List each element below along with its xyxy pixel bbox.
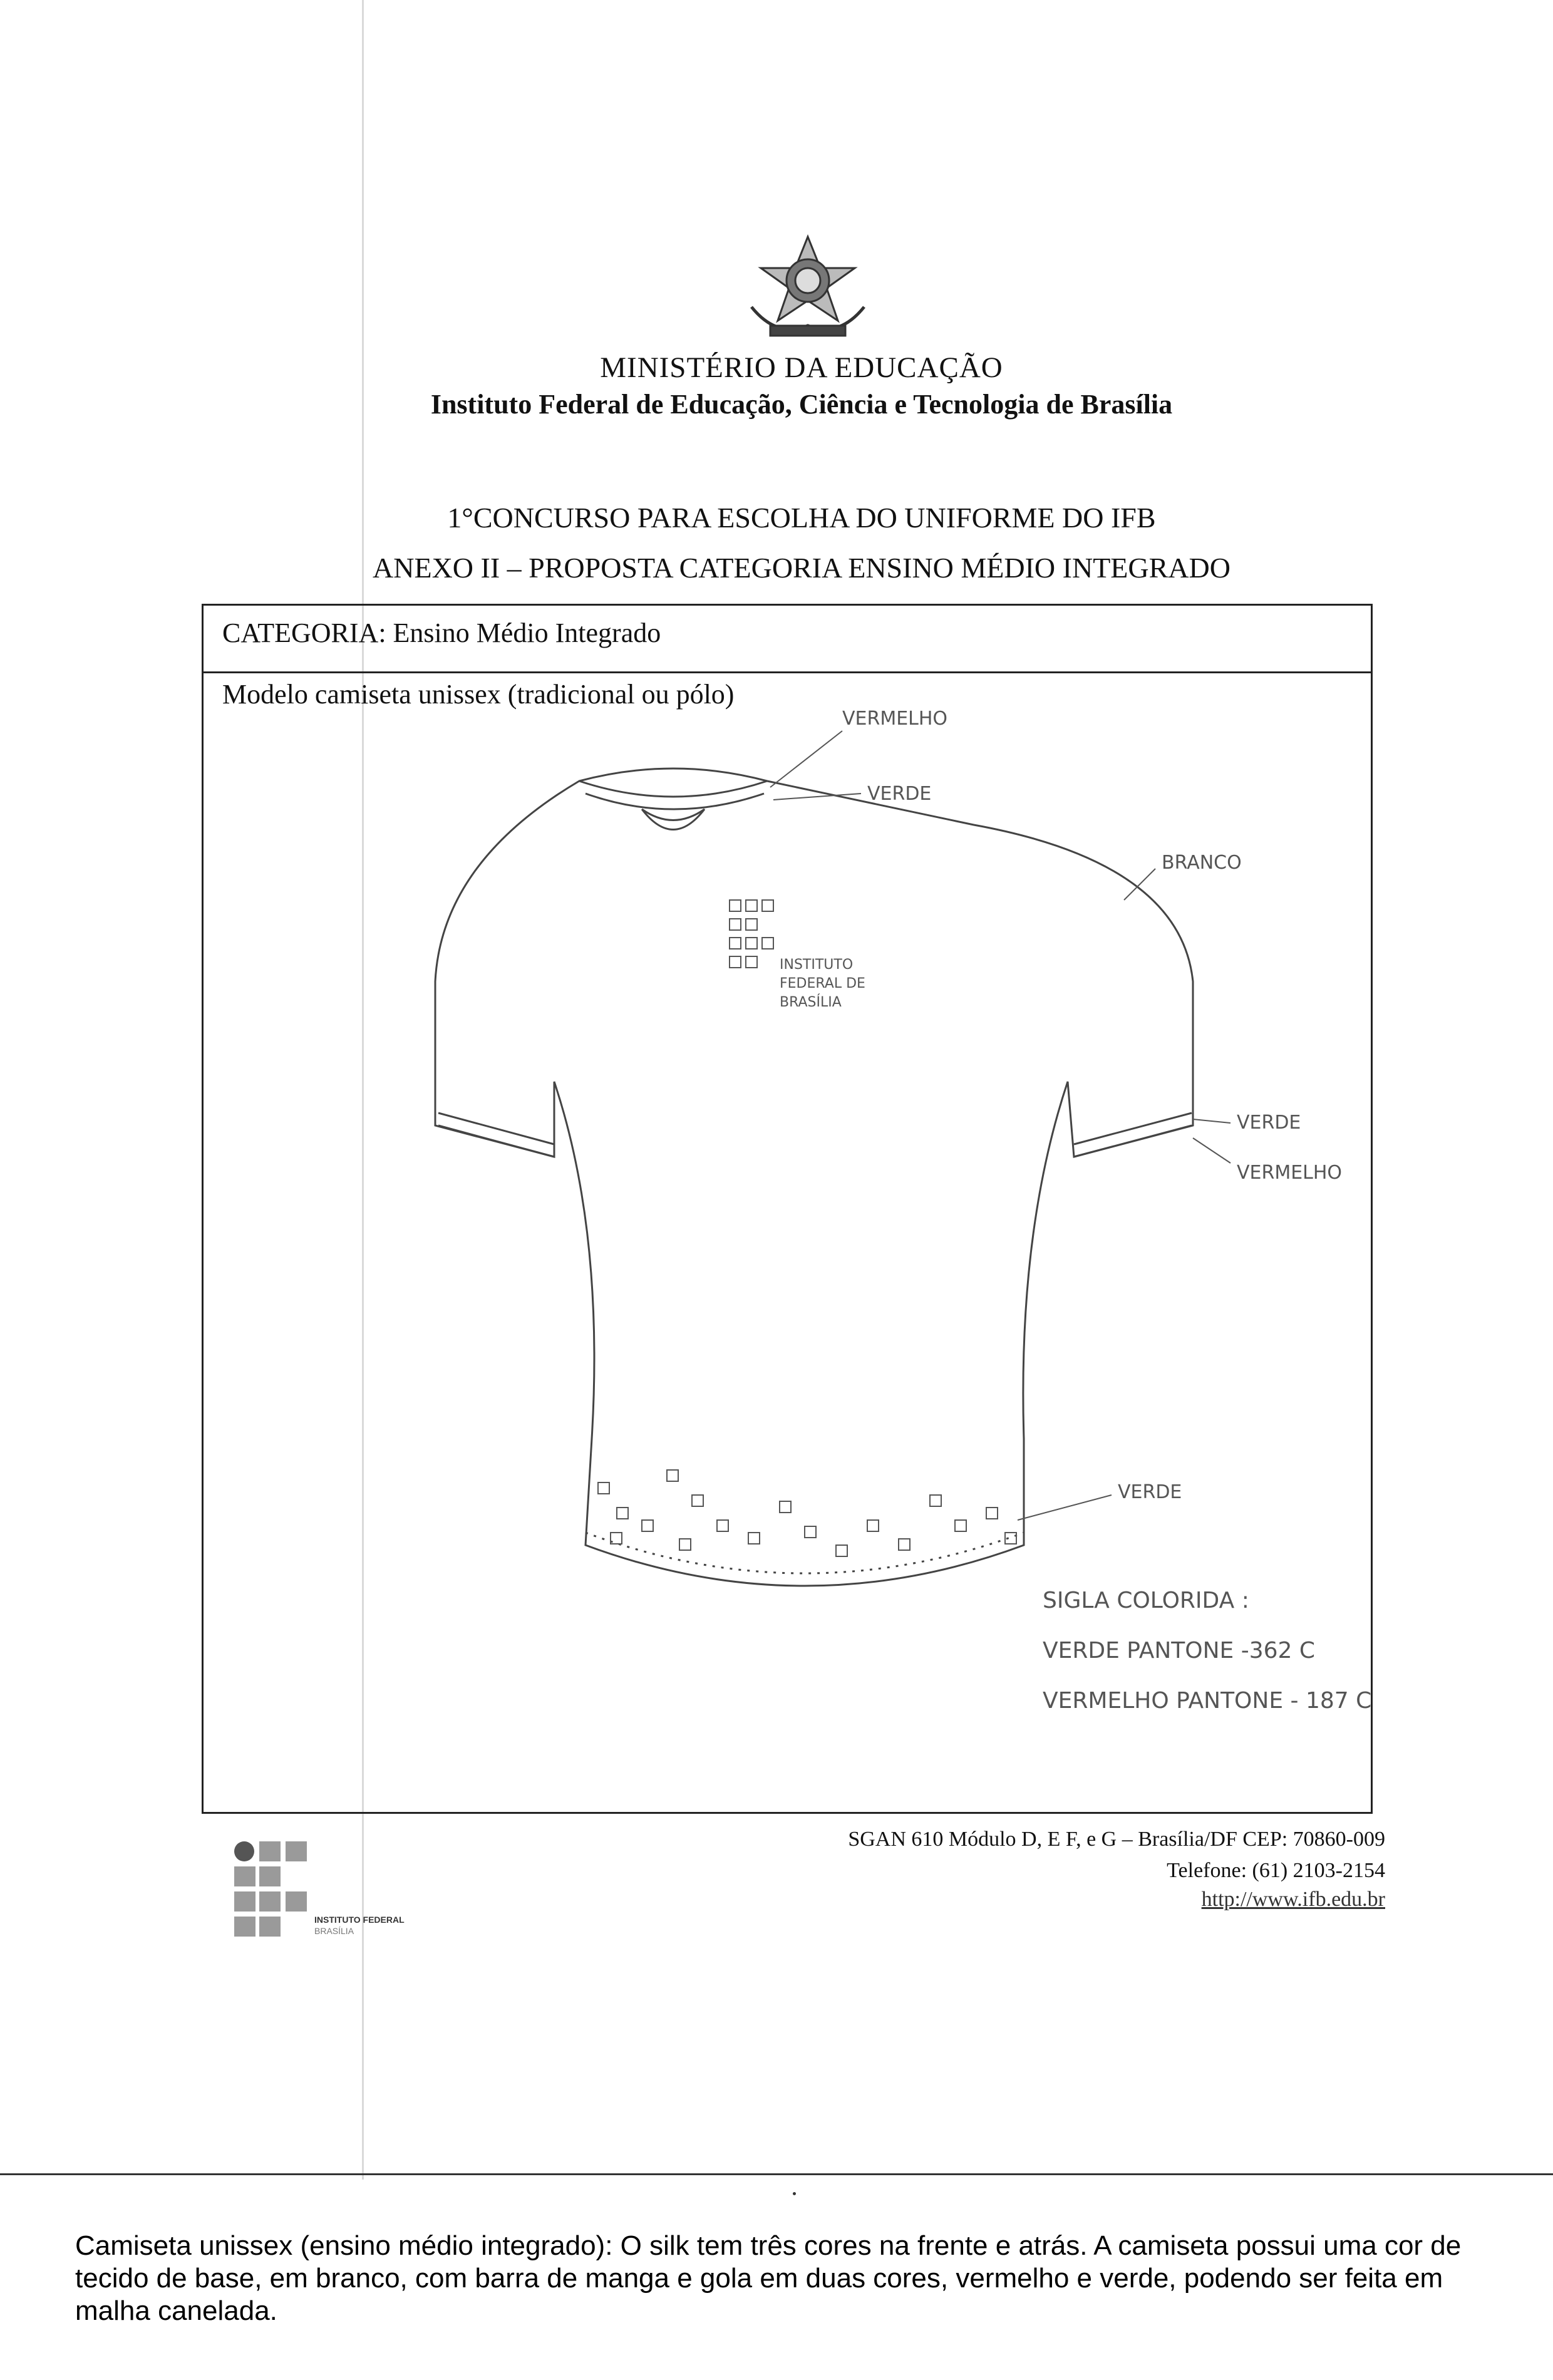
brazil-coat-of-arms-seal [733, 232, 883, 344]
note-collar-red: VERMELHO [842, 708, 948, 730]
category-label: CATEGORIA: Ensino Médio Integrado [222, 618, 661, 648]
horizontal-divider [0, 2173, 1553, 2175]
note-body-white: BRANCO [1162, 852, 1242, 874]
footer-url-link[interactable]: http://www.ifb.edu.br [1201, 1888, 1385, 1911]
institute-name: Instituto Federal de Educação, Ciência e Tecnologia de Brasília [430, 389, 1173, 420]
chest-logo-line2: FEDERAL DE [780, 976, 865, 991]
note-red-pantone: VERMELHO PANTONE - 187 C [1043, 1688, 1372, 1714]
chest-squares-pattern [730, 900, 773, 968]
note-sleeve-green: VERDE [1237, 1112, 1301, 1134]
note-green-pantone: VERDE PANTONE -362 C [1043, 1638, 1315, 1663]
model-label: Modelo camiseta unissex (tradicional ou pólo) [222, 679, 735, 710]
description-caption: Camiseta unissex (ensino médio integrado): O silk tem três cores na frente e atrás. A camiseta possui uma cor de tecido de base, em branco, com barra de manga e gola em duas cores, vermelho e verde, podendo ser feita em malha canelada. [75, 2230, 1462, 2326]
note-sleeve-red: VERMELHO [1237, 1162, 1343, 1184]
tshirt-sketch [204, 606, 1375, 1816]
chest-logo-line3: BRASÍLIA [780, 995, 842, 1010]
scan-dot [793, 2192, 796, 2195]
footer-address: SGAN 610 Módulo D, E F, e G – Brasília/DF CEP: 70860-009 [848, 1828, 1385, 1851]
note-hem-green: VERDE [1118, 1481, 1182, 1503]
note-collar-green: VERDE [867, 783, 932, 805]
chest-logo-line1: INSTITUTO [780, 957, 854, 973]
hem-squares-pattern [598, 1470, 1016, 1556]
ifb-institute-logo [233, 1839, 433, 1952]
tshirt-outline [435, 768, 1193, 1586]
annex-title: ANEXO II – PROPOSTA CATEGORIA ENSINO MÉDIO INTEGRADO [373, 552, 1231, 584]
ministry-title: MINISTÉRIO DA EDUCAÇÃO [600, 351, 1003, 384]
proposal-form-box [202, 604, 1373, 1814]
annotation-arrows [770, 731, 1231, 1520]
footer-phone: Telefone: (61) 2103-2154 [1167, 1859, 1385, 1882]
contest-title: 1°CONCURSO PARA ESCOLHA DO UNIFORME DO IFB [447, 502, 1156, 534]
logo-text-line1: INSTITUTO FEDERAL [314, 1915, 405, 1925]
logo-text-line2: BRASÍLIA [314, 1926, 354, 1936]
note-colors-title: SIGLA COLORIDA : [1043, 1588, 1249, 1613]
